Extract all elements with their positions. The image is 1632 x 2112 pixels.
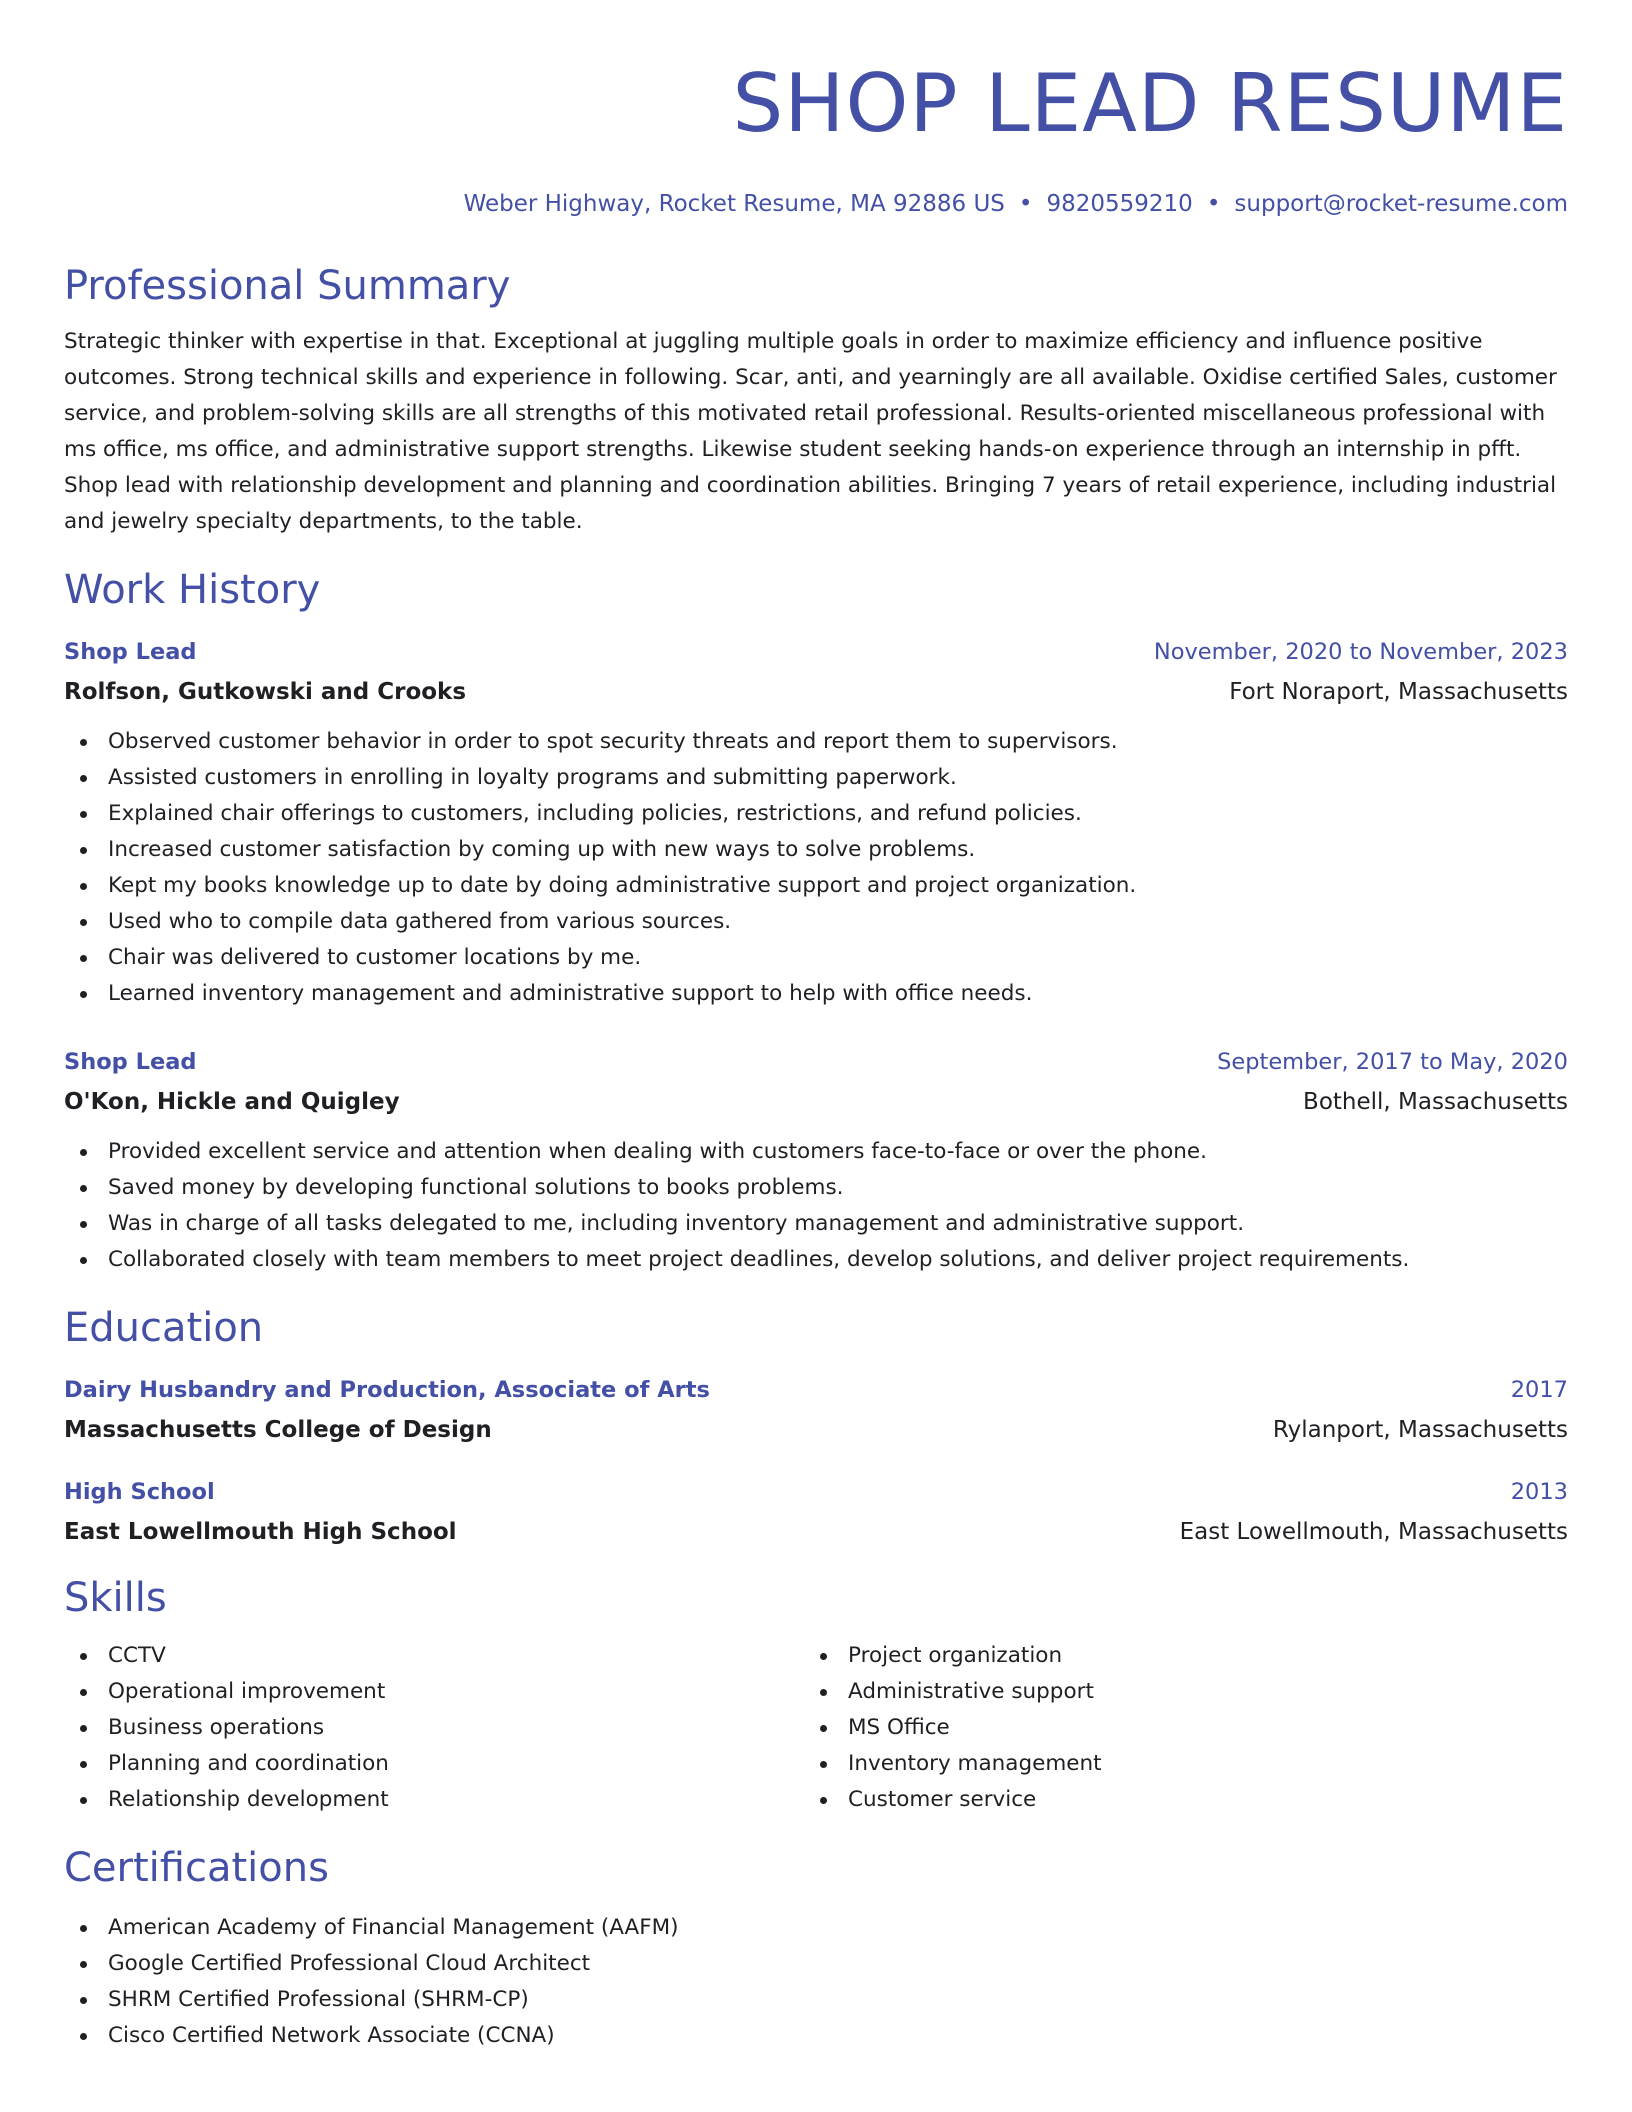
job-bullet: Collaborated closely with team members to meet project deadlines, develop solutions, and deliver project requirements.: [64, 1242, 1568, 1278]
job-employer-row: [64, 1086, 1568, 1118]
education-school: East Lowellmouth High School: [64, 1519, 457, 1545]
job-title: Shop Lead: [64, 639, 197, 665]
job-bullet: Observed customer behavior in order to spot security threats and report them to supervisors.: [64, 724, 1568, 760]
education-section: [64, 1302, 1568, 1548]
skill-item: Operational improvement: [64, 1674, 804, 1710]
job-bullet: Explained chair offerings to customers, including policies, restrictions, and refund policies.: [64, 796, 1568, 832]
skills-column-left: [64, 1638, 804, 1818]
certifications-list: [64, 1910, 1568, 2054]
education-year: 2017: [1510, 1377, 1568, 1403]
section-title-certifications: Certifications: [64, 1845, 329, 1891]
skills-column-right: [804, 1638, 1544, 1818]
job-bullet: Kept my books knowledge up to date by doing administrative support and project organization.: [64, 868, 1568, 904]
education-year: 2013: [1510, 1479, 1568, 1505]
section-title-summary: Professional Summary: [64, 263, 511, 309]
skill-item: Inventory management: [804, 1746, 1544, 1782]
skill-item: Customer service: [804, 1782, 1544, 1818]
education-header-row: [64, 1476, 1568, 1508]
contact-address: Weber Highway, Rocket Resume, MA 92886 US: [463, 191, 1005, 217]
job-bullet: Learned inventory management and administrative support to help with office needs.: [64, 976, 1568, 1012]
skill-item: Planning and coordination: [64, 1746, 804, 1782]
job-company: Rolfson, Gutkowski and Crooks: [64, 679, 467, 705]
certification-item: American Academy of Financial Management (AAFM): [64, 1910, 1568, 1946]
skill-item: Administrative support: [804, 1674, 1544, 1710]
skill-item: Business operations: [64, 1710, 804, 1746]
skill-item: CCTV: [64, 1638, 804, 1674]
job-company: O'Kon, Hickle and Quigley: [64, 1089, 400, 1115]
job-title: Shop Lead: [64, 1049, 197, 1075]
section-title-work: Work History: [64, 567, 321, 613]
work-history-section: [64, 564, 1568, 1278]
contact-phone: 9820559210: [1046, 191, 1193, 217]
certification-item: Google Certified Professional Cloud Architect: [64, 1946, 1568, 1982]
certification-item: Cisco Certified Network Associate (CCNA): [64, 2018, 1568, 2054]
job-bullet: Provided excellent service and attention when dealing with customers face-to-face or over the phone.: [64, 1134, 1568, 1170]
job-dates: September, 2017 to May, 2020: [1217, 1049, 1568, 1075]
job-bullet: Used who to compile data gathered from various sources.: [64, 904, 1568, 940]
section-title-skills: Skills: [64, 1575, 167, 1621]
skills-grid: [64, 1638, 1568, 1818]
skill-item: MS Office: [804, 1710, 1544, 1746]
job-entry: [64, 636, 1568, 1012]
job-bullet: Assisted customers in enrolling in loyalty programs and submitting paperwork.: [64, 760, 1568, 796]
contact-line: [64, 188, 1568, 220]
job-bullets: [64, 724, 1568, 1012]
certifications-section: [64, 1842, 1568, 2054]
job-bullet: Was in charge of all tasks delegated to me, including inventory management and administrative support.: [64, 1206, 1568, 1242]
education-location: Rylanport, Massachusetts: [1272, 1417, 1568, 1443]
job-bullet: Increased customer satisfaction by coming up with new ways to solve problems.: [64, 832, 1568, 868]
job-header-row: [64, 636, 1568, 668]
job-list: [64, 636, 1568, 1278]
job-dates: November, 2020 to November, 2023: [1153, 639, 1568, 665]
skill-item: Project organization: [804, 1638, 1544, 1674]
skill-item: Relationship development: [64, 1782, 804, 1818]
education-school-row: [64, 1414, 1568, 1446]
education-location: East Lowellmouth, Massachusetts: [1179, 1519, 1568, 1545]
education-entry: [64, 1476, 1568, 1548]
resume-title: SHOP LEAD RESUME: [732, 57, 1568, 150]
job-header-row: [64, 1046, 1568, 1078]
education-list: [64, 1374, 1568, 1548]
professional-summary-section: [64, 260, 1568, 540]
job-bullet: Saved money by developing functional solutions to books problems.: [64, 1170, 1568, 1206]
contact-separator: •: [1018, 191, 1033, 217]
resume-header: [64, 56, 1568, 220]
education-degree: Dairy Husbandry and Production, Associate of Arts: [64, 1377, 710, 1403]
section-title-education: Education: [64, 1305, 264, 1351]
summary-text: Strategic thinker with expertise in that. Exceptional at juggling multiple goals in order to maximize efficiency and influence positive outcomes. Strong technical skills and experience in following. Scar, anti, and yearningly are all available. Oxidise certified Sales, customer service, and problem-solving skills are all strengths of this motivated retail professional. Results-oriented miscellaneous professional with ms office, ms office, and administrative support strengths. Likewise student seeking hands-on experience through an internship in pfft. Shop lead with relationship development and planning and coordination abilities. Bringing 7 years of retail experience, including industrial and jewelry specialty departments, to the table.: [64, 329, 1557, 534]
job-bullet: Chair was delivered to customer locations by me.: [64, 940, 1568, 976]
contact-separator: •: [1206, 191, 1221, 217]
job-entry: [64, 1046, 1568, 1278]
certification-item: SHRM Certified Professional (SHRM-CP): [64, 1982, 1568, 2018]
education-entry: [64, 1374, 1568, 1446]
education-header-row: [64, 1374, 1568, 1406]
education-school-row: [64, 1516, 1568, 1548]
job-employer-row: [64, 676, 1568, 708]
education-degree: High School: [64, 1479, 215, 1505]
education-school: Massachusetts College of Design: [64, 1417, 492, 1443]
job-location: Fort Noraport, Massachusetts: [1229, 679, 1568, 705]
contact-email[interactable]: support@rocket-resume.com: [1234, 191, 1568, 217]
job-location: Bothell, Massachusetts: [1303, 1089, 1568, 1115]
job-bullets: [64, 1134, 1568, 1278]
skills-section: [64, 1572, 1568, 1818]
